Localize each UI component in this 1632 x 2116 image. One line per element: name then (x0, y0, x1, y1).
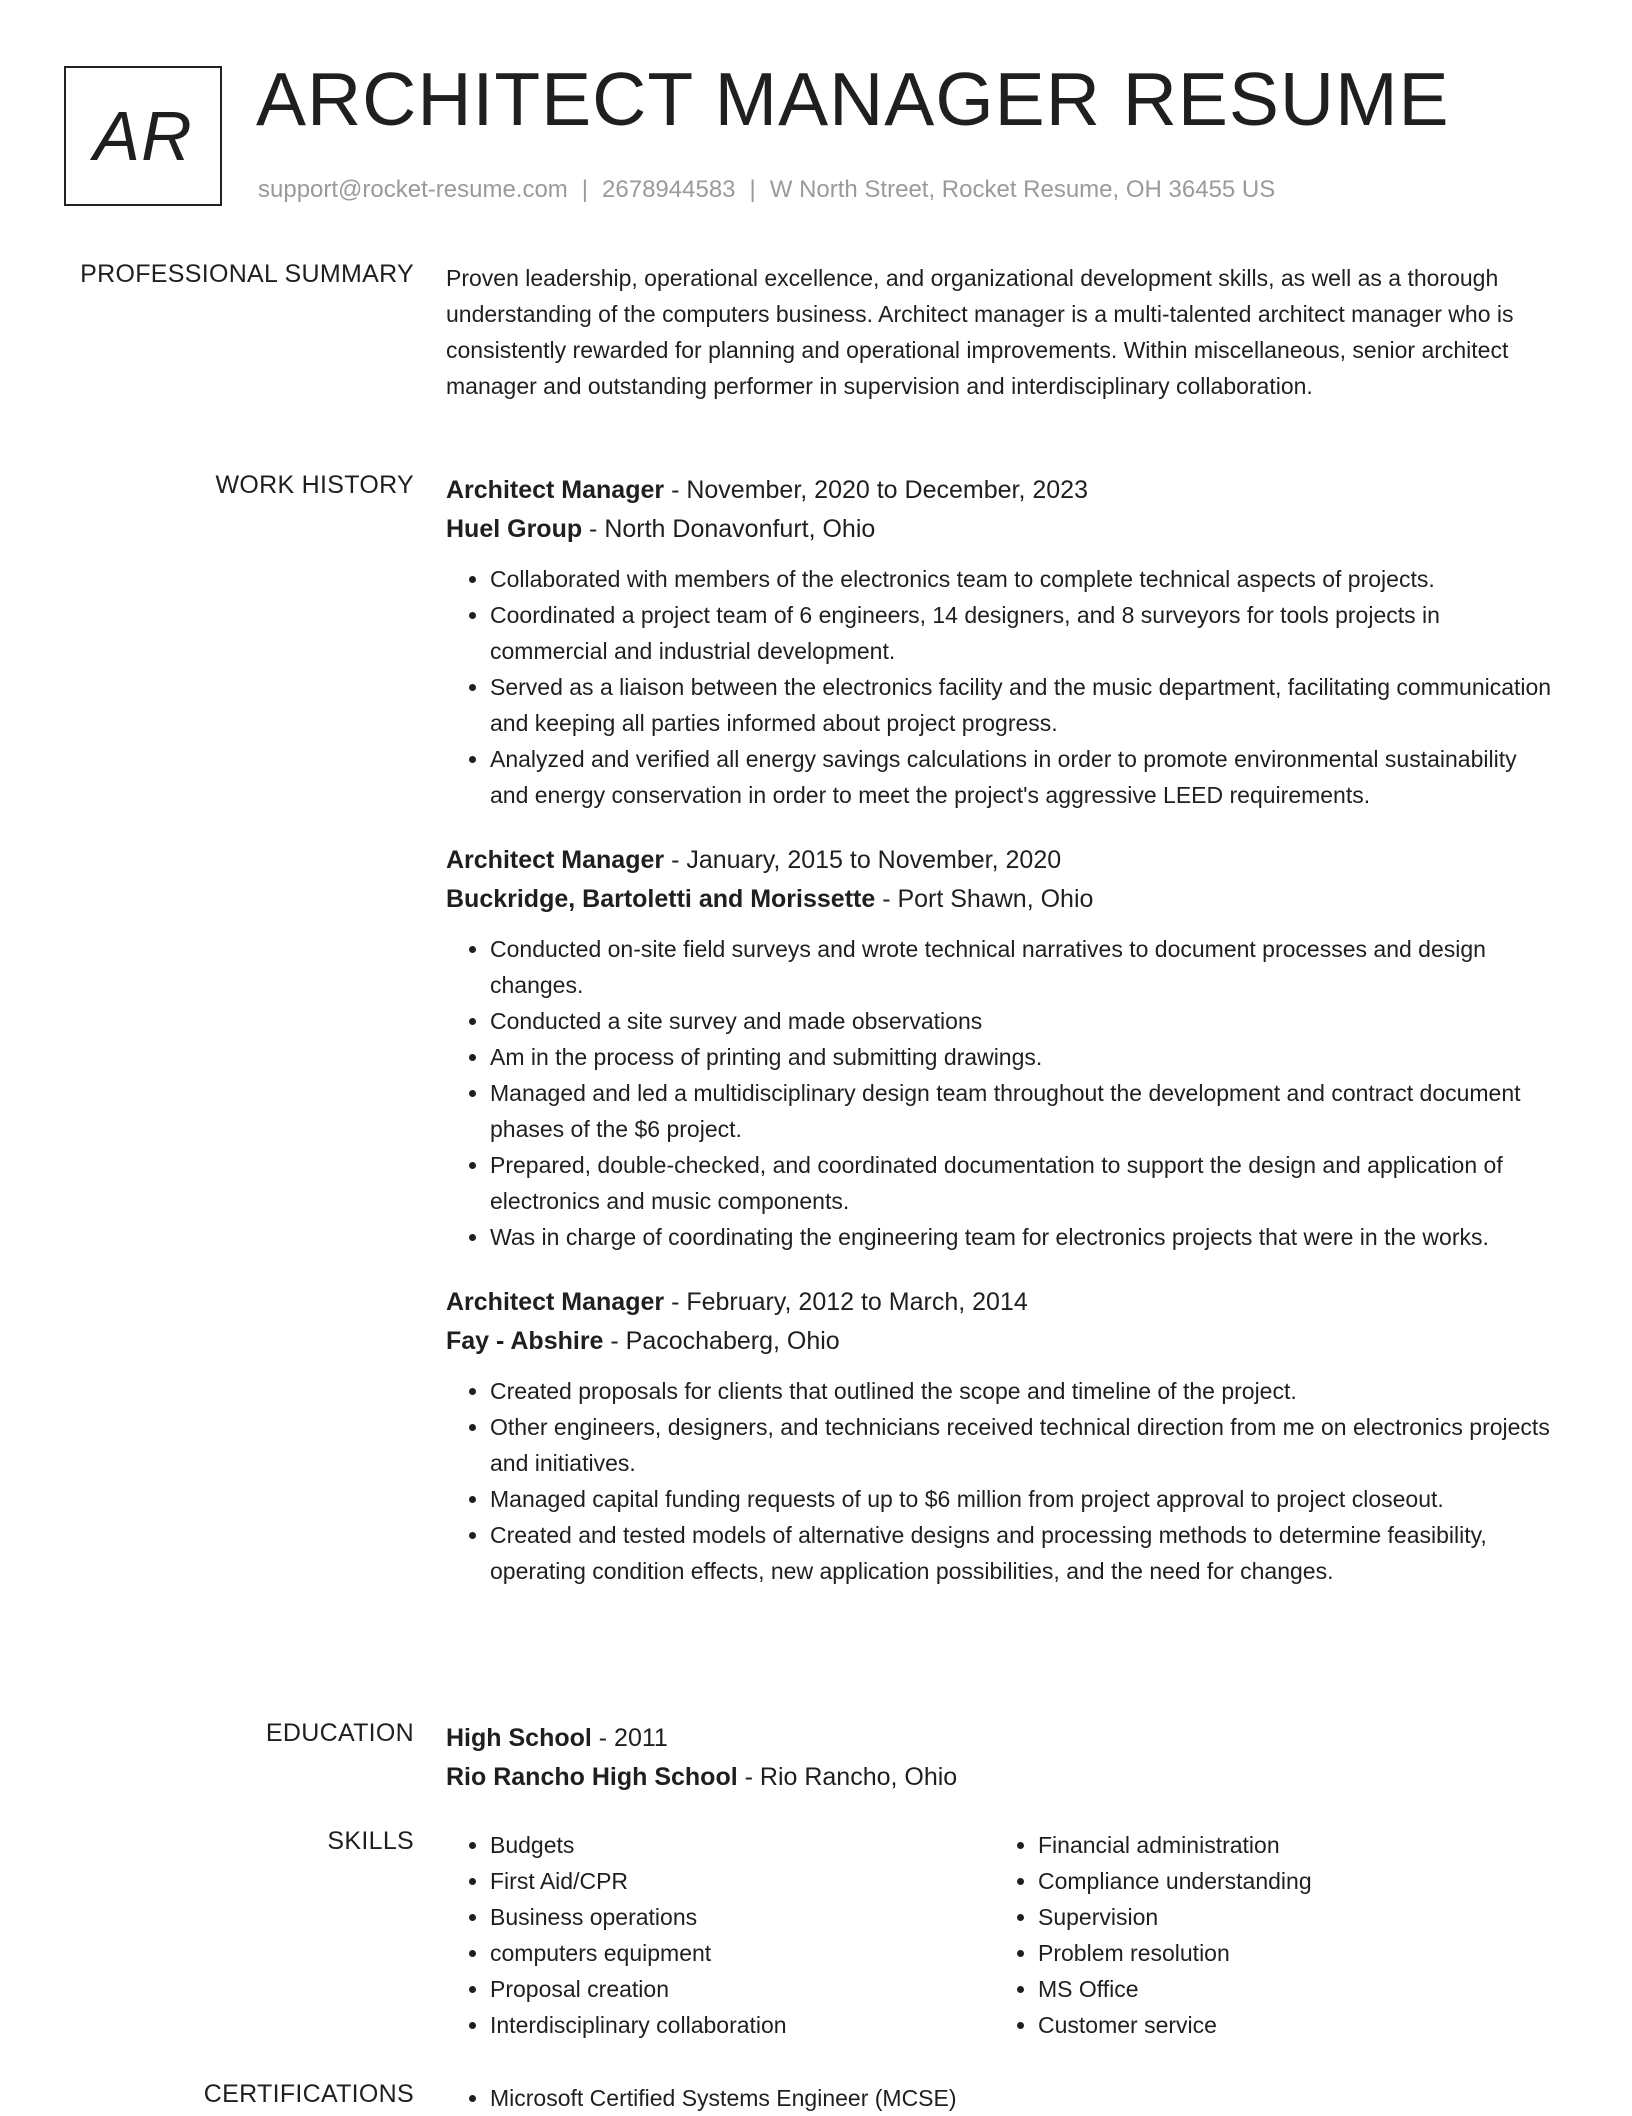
job-bullet-list (446, 561, 1560, 813)
skills-list-right (994, 1827, 1542, 2043)
job-location: - Pacochaberg, Ohio (603, 1327, 840, 1355)
skill-item: • Financial administration (1038, 1827, 1542, 1863)
skills-body (446, 1827, 1560, 2043)
job-bullet: • Collaborated with members of the electronics team to complete technical aspects of projects. (490, 561, 1560, 597)
skill-item: • computers equipment (490, 1935, 994, 1971)
contact-address: W North Street, Rocket Resume, OH 36455 US (769, 176, 1276, 203)
skill-item: • Compliance understanding (1038, 1863, 1542, 1899)
job-bullet: • Conducted a site survey and made observations (490, 1003, 1560, 1039)
job-bullet: • Coordinated a project team of 6 engineers, 14 designers, and 8 surveyors for tools projects in commercial and industrial development. (490, 597, 1560, 669)
job-bullet-list (446, 931, 1560, 1255)
job-company: Huel Group (446, 515, 583, 543)
job-bullet: • Am in the process of printing and submitting drawings. (490, 1039, 1560, 1075)
summary-text: Proven leadership, operational excellence, and organizational development skills, as well as a thorough understanding of the computers business. Architect manager is a multi-talented architect manager who is consistently rewarded for planning and operational improvements. Within miscellaneous, senior architect manager and outstanding performer in supervision and interdisciplinary collaboration. (446, 265, 1514, 399)
job-company: Fay - Abshire (446, 1327, 604, 1355)
job-bullet: • Served as a liaison between the electronics facility and the music department, facilitating communication and keeping all parties informed about project progress. (490, 669, 1560, 741)
skills-list-left (446, 1827, 994, 2043)
job-company-line (446, 1322, 1560, 1361)
education-location: - Rio Rancho, Ohio (737, 1763, 958, 1791)
job-location: - North Donavonfurt, Ohio (582, 515, 876, 543)
job-bullet: • Managed capital funding requests of up to $6 million from project approval to project closeout. (490, 1481, 1560, 1517)
job-title: Architect Manager (446, 846, 665, 874)
job-title-line (446, 471, 1560, 510)
summary-body (446, 260, 1560, 404)
job-bullet: • Created and tested models of alternative designs and processing methods to determine feasibility, operating condition effects, new application possibilities, and the need for changes. (490, 1517, 1560, 1589)
job-dates: - November, 2020 to December, 2023 (664, 476, 1088, 504)
contact-email: support@rocket-resume.com (258, 176, 568, 203)
skill-item: • Customer service (1038, 2007, 1542, 2043)
education-year: - 2011 (591, 1724, 668, 1752)
job-bullet: • Managed and led a multidisciplinary design team throughout the development and contract document phases of the $6 project. (490, 1075, 1560, 1147)
education-degree: High School (446, 1724, 592, 1752)
contact-phone: 2678944583 (602, 176, 736, 203)
section-label-education: EDUCATION (265, 1719, 414, 1747)
job-bullet: • Prepared, double-checked, and coordinated documentation to support the design and application of electronics and music components. (490, 1147, 1560, 1219)
job-company-line (446, 880, 1560, 919)
skills-grid (446, 1827, 1560, 2043)
job-bullet: • Analyzed and verified all energy savings calculations in order to promote environmental sustainability and energy conservation in order to meet the project's aggressive LEED requirements. (490, 741, 1560, 813)
skill-item: • Budgets (490, 1827, 994, 1863)
certifications-body (446, 2080, 1560, 2116)
job-title-line (446, 1283, 1560, 1322)
job-dates: - January, 2015 to November, 2020 (664, 846, 1062, 874)
skill-item: • MS Office (1038, 1971, 1542, 2007)
education-body (446, 1719, 1560, 1797)
job-entry (446, 1283, 1560, 1589)
certifications-list (446, 2080, 1560, 2116)
job-title: Architect Manager (446, 476, 665, 504)
job-bullet: • Was in charge of coordinating the engineering team for electronics projects that were in the works. (490, 1219, 1560, 1255)
job-bullet-list (446, 1373, 1560, 1589)
job-title: Architect Manager (446, 1288, 665, 1316)
job-bullet: • Created proposals for clients that outlined the scope and timeline of the project. (490, 1373, 1560, 1409)
section-label-certifications: CERTIFICATIONS (203, 2080, 414, 2108)
job-company: Buckridge, Bartoletti and Morissette (446, 885, 876, 913)
contact-separator: | (581, 176, 589, 203)
skill-item: • Interdisciplinary collaboration (490, 2007, 994, 2043)
skill-item: • Problem resolution (1038, 1935, 1542, 1971)
job-dates: - February, 2012 to March, 2014 (664, 1288, 1028, 1316)
section-label-skills: SKILLS (327, 1827, 414, 1855)
job-company-line (446, 510, 1560, 549)
job-entry (446, 841, 1560, 1255)
certification-item: • Microsoft Certified Systems Engineer (MCSE) (490, 2080, 1560, 2116)
skill-item: • Proposal creation (490, 1971, 994, 2007)
monogram-initials: AR (93, 97, 193, 175)
section-label-summary: PROFESSIONAL SUMMARY (80, 260, 414, 288)
job-bullet: • Conducted on-site field surveys and wrote technical narratives to document processes and design changes. (490, 931, 1560, 1003)
job-title-line (446, 841, 1560, 880)
skill-item: • First Aid/CPR (490, 1863, 994, 1899)
work-history-body (446, 471, 1560, 1617)
job-entry (446, 471, 1560, 813)
section-label-work-history: WORK HISTORY (215, 471, 414, 499)
education-school-line (446, 1758, 1560, 1797)
education-school: Rio Rancho High School (446, 1763, 738, 1791)
monogram-box (64, 66, 222, 206)
job-location: - Port Shawn, Ohio (875, 885, 1094, 913)
contact-line (258, 176, 1275, 204)
contact-separator: | (749, 176, 756, 203)
skill-item: • Business operations (490, 1899, 994, 1935)
skill-item: • Supervision (1038, 1899, 1542, 1935)
job-bullet: • Other engineers, designers, and technicians received technical direction from me on electronics projects and initiatives. (490, 1409, 1560, 1481)
resume-title: ARCHITECT MANAGER RESUME (256, 57, 1450, 141)
education-degree-line (446, 1719, 1560, 1758)
